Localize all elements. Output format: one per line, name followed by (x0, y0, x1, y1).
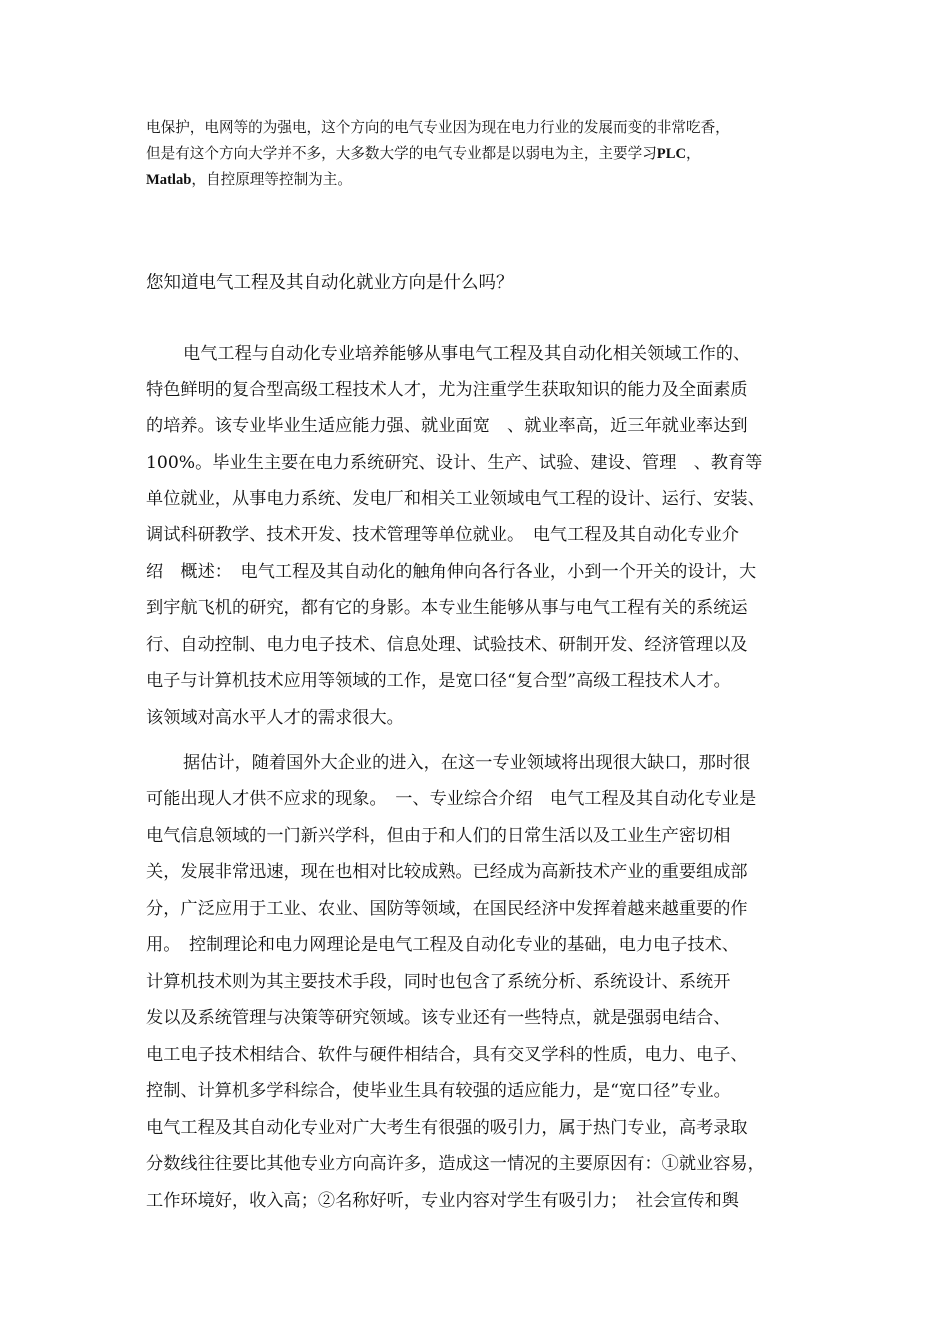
paragraph-2-line: 据估计，随着国外大企业的进入，在这一专业领域将出现很大缺口，那时很 (183, 753, 751, 773)
intro-line-1-text: 电保护，电网等的为强电，这个方向的电气专业因为现在电力行业的发展而变的非常吃香， (146, 119, 730, 136)
paragraph-1-line: 行、自动控制、电力电子技术、信息处理、试验技术、研制开发、经济管理以及 (146, 635, 748, 655)
intro-line-2 (146, 144, 701, 164)
intro-line-3 (146, 170, 352, 190)
intro-plc-term: PLC (656, 146, 686, 162)
paragraph-2-line: 电气工程及其自动化专业对广大考生有很强的吸引力，属于热门专业，高考录取 (146, 1118, 748, 1138)
paragraph-2-line: 用。 控制理论和电力网理论是电气工程及自动化专业的基础，电力电子技术、 (146, 935, 739, 955)
paragraph-2-line: 电工电子技术相结合、软件与硬件相结合，具有交叉学科的性质，电力、电子、 (146, 1045, 748, 1065)
paragraph-2-line: 控制、计算机多学科综合，使毕业生具有较强的适应能力，是“宽口径”专业。 (146, 1081, 731, 1101)
paragraph-1-line: 的培养。该专业毕业生适应能力强、就业面宽 、就业率高，近三年就业率达到 (146, 416, 748, 436)
paragraph-2-line: 工作环境好，收入高；②名称好听，专业内容对学生有吸引力； 社会宣传和舆 (146, 1191, 739, 1211)
paragraph-2-line: 可能出现人才供不应求的现象。 一、专业综合介绍 电气工程及其自动化专业是 (146, 789, 757, 809)
paragraph-2-line: 发以及系统管理与决策等研究领域。该专业还有一些特点，就是强弱电结合、 (146, 1008, 731, 1028)
intro-line-1 (146, 118, 730, 138)
intro-line-3-text: ，自控原理等控制为主。 (191, 171, 352, 188)
intro-matlab-term: Matlab (146, 172, 192, 188)
paragraph-2-line: 关，发展非常迅速，现在也相对比较成熟。已经成为高新技术产业的重要组成部 (146, 862, 748, 882)
paragraph-2-line: 分数线往往要比其他专业方向高许多，造成这一情况的主要原因有：①就业容易， (146, 1154, 765, 1174)
paragraph-1-line: 调试科研教学、技术开发、技术管理等单位就业。 电气工程及其自动化专业介 (146, 525, 739, 545)
intro-line-2-comma: ， (685, 145, 701, 162)
paragraph-1-line: 电气工程与自动化专业培养能够从事电气工程及其自动化相关领域工作的、 (183, 344, 751, 364)
paragraph-1-line: 绍 概述： 电气工程及其自动化的触角伸向各行各业，小到一个开关的设计，大 (146, 562, 757, 582)
paragraph-1-line: 100%。毕业生主要在电力系统研究、设计、生产、试验、建设、管理 、教育等 (146, 453, 763, 473)
paragraph-1-line: 单位就业，从事电力系统、发电厂和相关工业领域电气工程的设计、运行、安装、 (146, 489, 765, 509)
paragraph-2-line: 电气信息领域的一门新兴学科，但由于和人们的日常生活以及工业生产密切相 (146, 826, 731, 846)
paragraph-2-line: 计算机技术则为其主要技术手段，同时也包含了系统分析、系统设计、系统开 (146, 972, 731, 992)
paragraph-2-line: 分，广泛应用于工业、农业、国防等领域，在国民经济中发挥着越来越重要的作 (146, 899, 748, 919)
paragraph-1-line: 到宇航飞机的研究，都有它的身影。本专业生能够从事与电气工程有关的系统运 (146, 598, 748, 618)
section-heading: 您知道电气工程及其自动化就业方向是什么吗？ (146, 273, 514, 293)
paragraph-1-line: 电子与计算机技术应用等领域的工作，是宽口径“复合型”高级工程技术人才。 (146, 671, 731, 691)
paragraph-1-line: 特色鲜明的复合型高级工程技术人才，尤为注重学生获取知识的能力及全面素质 (146, 380, 748, 400)
paragraph-1-line: 该领域对高水平人才的需求很大。 (146, 708, 404, 728)
intro-line-2-text: 但是有这个方向大学并不多，大多数大学的电气专业都是以弱电为主，主要学习 (146, 145, 657, 162)
